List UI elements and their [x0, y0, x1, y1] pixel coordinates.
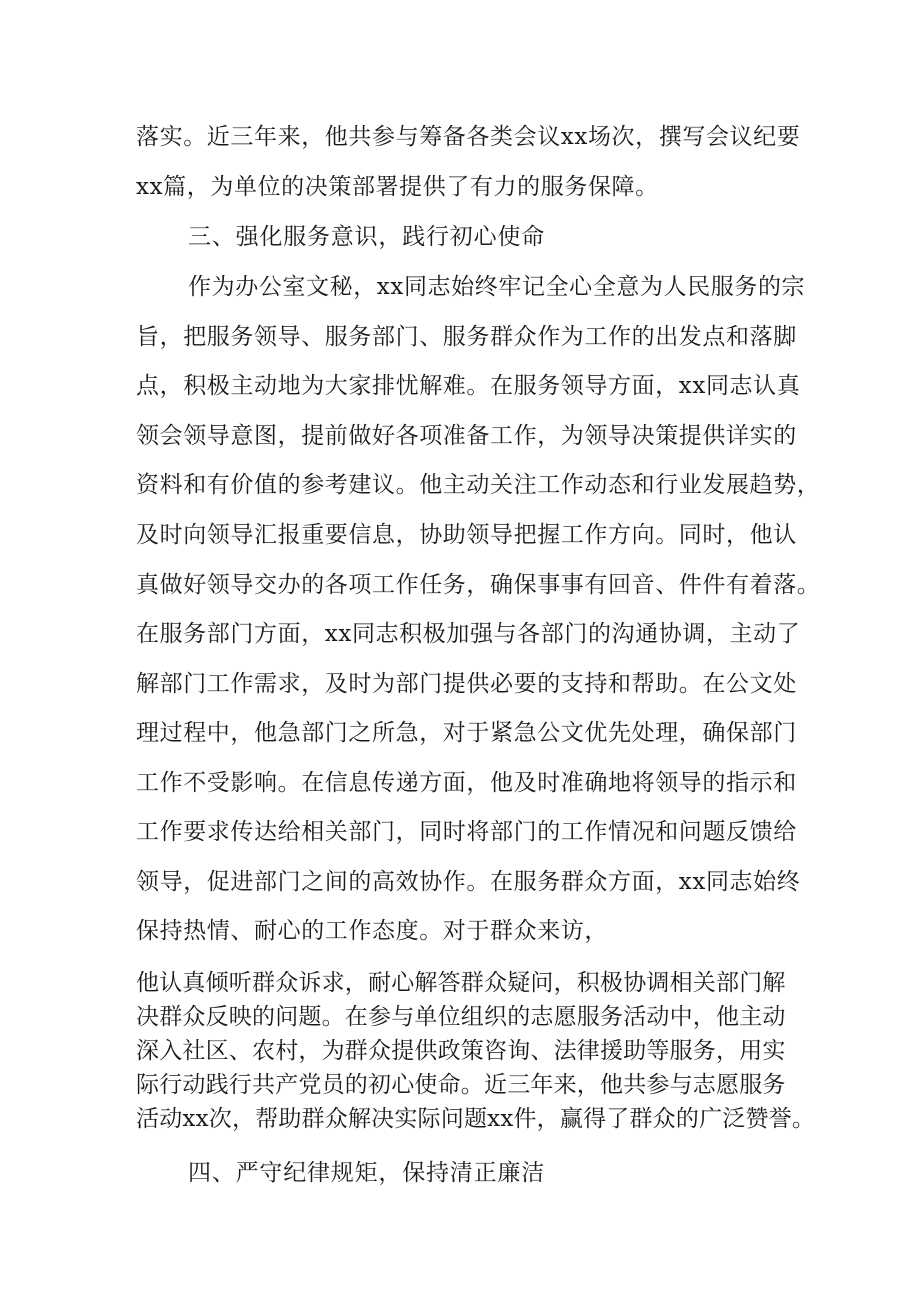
paragraph-line: 决群众反映的问题。在参与单位组织的志愿服务活动中，他主动 — [136, 1004, 786, 1030]
paragraph-line: 他认真倾听群众诉求，耐心解答群众疑问，积极协调相关部门解 — [136, 970, 786, 996]
paragraph-line: 在服务部门方面，xx同志积极加强与各部门的沟通协调，主动了 — [136, 621, 801, 647]
paragraph-line: 资料和有价值的参考建议。他主动关注工作动态和行业发展趋势， — [136, 472, 821, 498]
paragraph-line: 保持热情、耐心的工作态度。对于群众来访， — [136, 918, 608, 944]
paragraph-line: 活动xx次，帮助群众解决实际问题xx件，赢得了群众的广泛赞誉。 — [136, 1106, 816, 1132]
paragraph-line: xx篇，为单位的决策部署提供了有力的服务保障。 — [136, 174, 659, 200]
paragraph-line: 落实。近三年来，他共参与筹备各类会议xx场次，撰写会议纪要 — [136, 124, 801, 150]
paragraph-line: 旨，把服务领导、服务部门、服务群众作为工作的出发点和落脚 — [136, 324, 797, 350]
paragraph-line: 领会领导意图，提前做好各项准备工作，为领导决策提供详实的 — [136, 423, 797, 449]
paragraph-line: 点，积极主动地为大家排忧解难。在服务领导方面，xx同志认真 — [136, 373, 801, 399]
section-heading: 四、严守纪律规矩，保持清正廉洁 — [188, 1160, 545, 1186]
paragraph-line: 作为办公室文秘，xx同志始终牢记全心全意为人民服务的宗 — [188, 274, 806, 300]
paragraph-line: 工作不受影响。在信息传递方面，他及时准确地将领导的指示和 — [136, 770, 797, 796]
paragraph-line: 理过程中，他急部门之所急，对于紧急公文优先处理，确保部门 — [136, 720, 797, 746]
section-heading: 三、强化服务意识，践行初心使命 — [188, 224, 545, 250]
paragraph-line: 际行动践行共产党员的初心使命。近三年来，他共参与志愿服务 — [136, 1072, 786, 1098]
paragraph-line: 真做好领导交办的各项工作任务，确保事事有回音、件件有着落。 — [136, 572, 821, 598]
paragraph-line: 工作要求传达给相关部门，同时将部门的工作情况和问题反馈给 — [136, 819, 797, 845]
paragraph-line: 深入社区、农村，为群众提供政策咨询、法律援助等服务，用实 — [136, 1038, 786, 1064]
paragraph-line: 领导，促进部门之间的高效协作。在服务群众方面，xx同志始终 — [136, 869, 801, 895]
paragraph-line: 解部门工作需求，及时为部门提供必要的支持和帮助。在公文处 — [136, 671, 797, 697]
paragraph-line: 及时向领导汇报重要信息，协助领导把握工作方向。同时，他认 — [136, 522, 797, 548]
